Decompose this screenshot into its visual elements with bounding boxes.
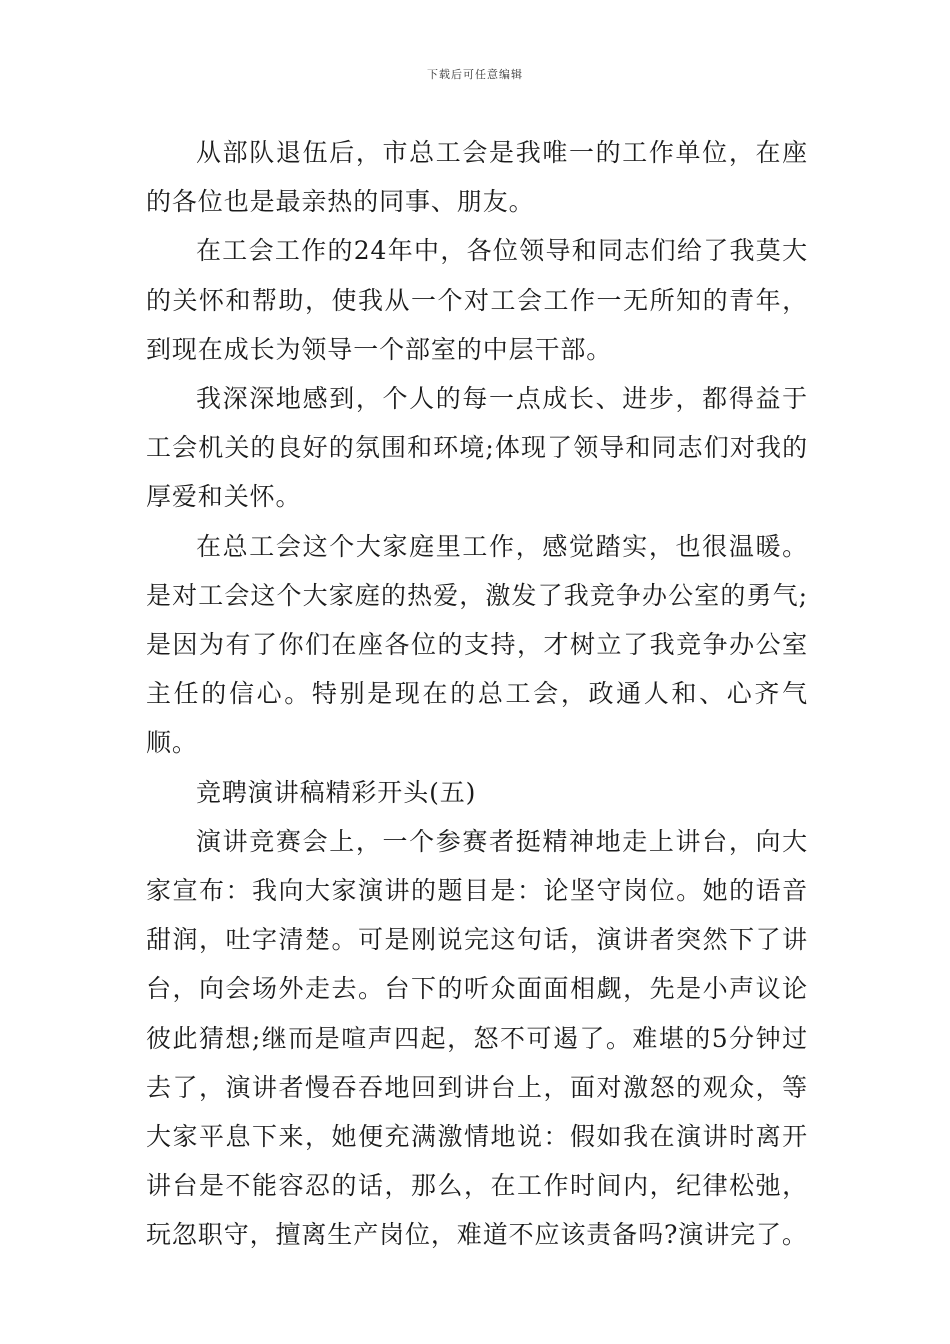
paragraph: 我深深地感到，个人的每一点成长、进步，都得益于工会机关的良好的氛围和环境;体现了领导和同志们对我的厚爱和关怀。 [146, 384, 808, 512]
page-header: 下载后可任意编辑 [427, 68, 523, 81]
paragraph: 演讲竞赛会上，一个参赛者挺精神地走上讲台，向大家宣布：我向大家演讲的题目是：论坚守岗位。她的语音甜润，吐字清楚。可是刚说完这句话，演讲者突然下了讲台，向会场外走去。台下的听众面面相觑，先是小声议论彼此猜想;继而是喧声四起，怒不可遏了。难堪的5分钟过去了，演讲者慢吞吞地回到讲台上，面对激怒的观众，等大家平息下来，她便充满激情地说：假如我在演讲时离开讲台是不能容忍的话，那么，在工作时间内，纪律松弛，玩忽职守，擅离生产岗位，难道不应该责备吗?演讲完了。 [146, 826, 808, 1250]
paragraph: 在工会工作的24年中，各位领导和同志们给了我莫大的关怀和帮助，使我从一个对工会工作一无所知的青年，到现在成长为领导一个部室的中层干部。 [146, 236, 808, 364]
document-body [146, 128, 808, 1260]
paragraph: 从部队退伍后，市总工会是我唯一的工作单位，在座的各位也是最亲热的同事、朋友。 [146, 138, 808, 217]
paragraph: 在总工会这个大家庭里工作，感觉踏实，也很温暖。是对工会这个大家庭的热爱，激发了我竞争办公室的勇气;是因为有了你们在座各位的支持，才树立了我竞争办公室主任的信心。特别是现在的总工会，政通人和、心齐气顺。 [146, 531, 808, 758]
section-heading: 竞聘演讲稿精彩开头(五) [196, 777, 477, 807]
